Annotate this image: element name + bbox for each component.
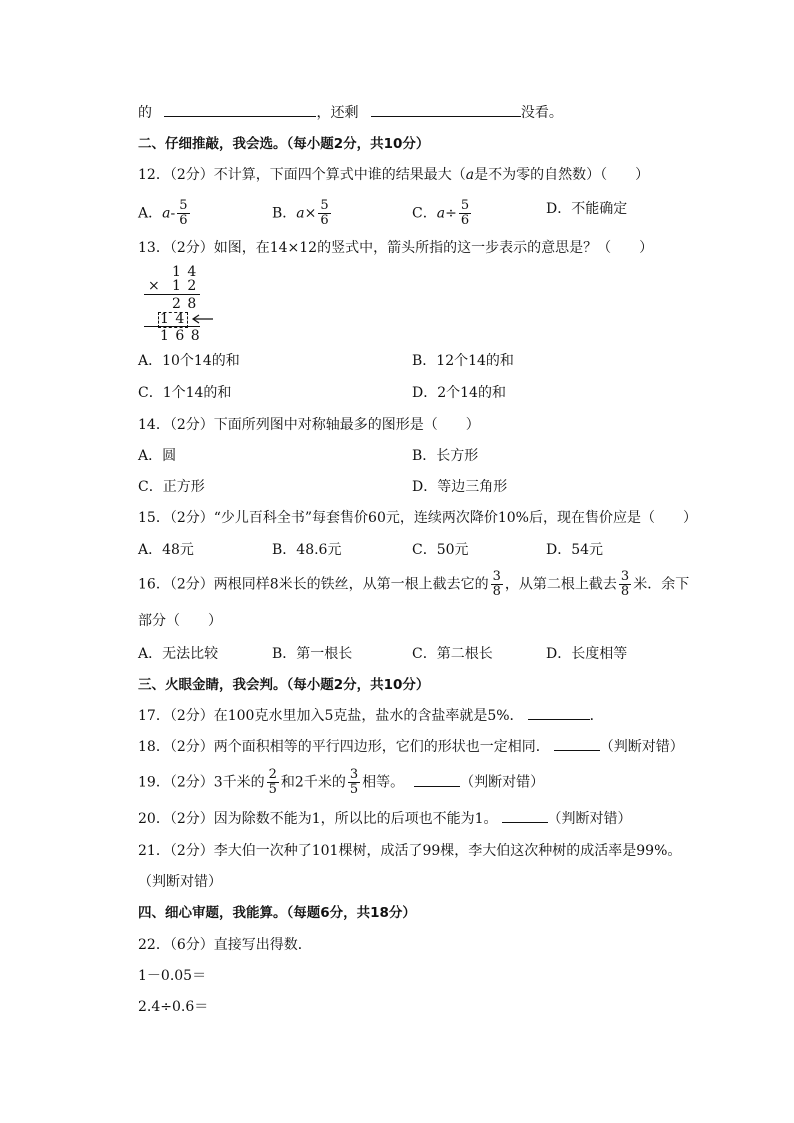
q11-tail-line: 的 ，还剩 没看。 bbox=[138, 105, 563, 121]
arrow-left-icon bbox=[190, 313, 214, 325]
q13-option-b[interactable]: B．12个14的和 bbox=[412, 353, 514, 369]
q17-stem: 17．（2分）在100克水里加入5克盐，盐水的含盐率就是5%． ． bbox=[138, 708, 604, 724]
q14-option-c[interactable]: C．正方形 bbox=[138, 479, 205, 495]
q12-option-b[interactable]: B．a× $\frac{5}{6}$ bbox=[272, 198, 329, 228]
q14-stem: 14．（2分）下面所列图中对称轴最多的图形是（ ） bbox=[138, 417, 480, 433]
q13-option-c[interactable]: C．1个14的和 bbox=[138, 385, 232, 401]
answer-blank[interactable] bbox=[164, 104, 316, 117]
q13-stem: 13．（2分）如图，在14×12的竖式中，箭头所指的这一步表示的意思是？（ ） bbox=[138, 240, 654, 256]
q16-option-d[interactable]: D．长度相等 bbox=[546, 646, 628, 662]
answer-blank[interactable] bbox=[502, 810, 548, 823]
q15-option-d[interactable]: D．54元 bbox=[546, 542, 604, 558]
q22-stem: 22．（6分）直接写出得数． bbox=[138, 937, 312, 953]
q16-option-b[interactable]: B．第一根长 bbox=[272, 646, 353, 662]
q13-option-d[interactable]: D．2个14的和 bbox=[412, 385, 506, 401]
q16-stem-continued: 部分（ ） bbox=[138, 613, 222, 629]
q15-option-c[interactable]: C．50元 bbox=[412, 542, 469, 558]
q12-stem: 12．（2分）不计算，下面四个算式中谁的结果最大（a是不为零的自然数）（ ） bbox=[138, 167, 650, 183]
q16-stem: 16．（2分）两根同样8米长的铁丝，从第一根上截去它的 $\frac{3}{8}$ ，从第二根上截去 $\frac{3}{8}$ 米．余下 bbox=[138, 569, 690, 599]
q14-option-d[interactable]: D．等边三角形 bbox=[412, 479, 508, 495]
q15-stem: 15．（2分）“少儿百科全书”每套售价60元，连续两次降价10%后，现在售价应是（ ） bbox=[138, 510, 697, 526]
answer-blank[interactable] bbox=[371, 104, 521, 117]
q16-option-c[interactable]: C．第二根长 bbox=[412, 646, 493, 662]
section-3-title: 三、火眼金睛，我会判。（每小题2分，共10分） bbox=[138, 677, 430, 693]
q12-option-d[interactable]: D．不能确定 bbox=[546, 201, 628, 217]
q22-expr-2: 2.4÷0.6＝ bbox=[138, 999, 209, 1015]
q21-judge-label: （判断对错） bbox=[138, 874, 222, 890]
section-4-title: 四、细心审题，我能算。（每题6分，共18分） bbox=[138, 905, 416, 921]
answer-blank[interactable] bbox=[414, 774, 460, 787]
q21-stem: 21．（2分）李大伯一次种了101棵树，成活了99棵，李大伯这次种树的成活率是99%。 bbox=[138, 843, 682, 859]
answer-blank[interactable] bbox=[554, 738, 600, 751]
q18-stem: 18．（2分）两个面积相等的平行四边形，它们的形状也一定相同． （判断对错） bbox=[138, 739, 684, 755]
q15-option-a[interactable]: A．48元 bbox=[138, 542, 194, 558]
q13-option-a[interactable]: A．10个14的和 bbox=[138, 353, 240, 369]
calc-row-multiplier: 1 2 bbox=[172, 278, 198, 294]
q12-option-c[interactable]: C．a÷ $\frac{5}{6}$ bbox=[412, 198, 470, 228]
q14-option-a[interactable]: A．圆 bbox=[138, 448, 177, 464]
q12-option-a[interactable]: A．a- $\frac{5}{6}$ bbox=[138, 198, 188, 228]
q22-expr-1: 1－0.05＝ bbox=[138, 968, 207, 984]
q20-stem: 20．（2分）因为除数不能为1，所以比的后项也不能为1。 （判断对错） bbox=[138, 811, 632, 827]
multiply-sign: × bbox=[148, 278, 160, 294]
q19-stem: 19．（2分）3千米的 $\frac{2}{5}$ 和2千米的 $\frac{3}{5}$ 相等。 （判断对错） bbox=[138, 767, 545, 797]
q14-option-b[interactable]: B．长方形 bbox=[412, 448, 479, 464]
q16-option-a[interactable]: A．无法比较 bbox=[138, 646, 219, 662]
vertical-multiplication bbox=[138, 262, 228, 346]
section-2-title: 二、仔细推敲，我会选。（每小题2分，共10分） bbox=[138, 136, 430, 152]
answer-blank[interactable] bbox=[528, 707, 590, 720]
q15-option-b[interactable]: B．48.6元 bbox=[272, 542, 342, 558]
calc-row-multiplicand: 1 4 bbox=[172, 264, 198, 280]
calc-row-product: 1 6 8 bbox=[160, 328, 201, 344]
calc-row-partial-1: 2 8 bbox=[172, 296, 198, 312]
calc-row-partial-2: 1 4 bbox=[160, 311, 186, 327]
